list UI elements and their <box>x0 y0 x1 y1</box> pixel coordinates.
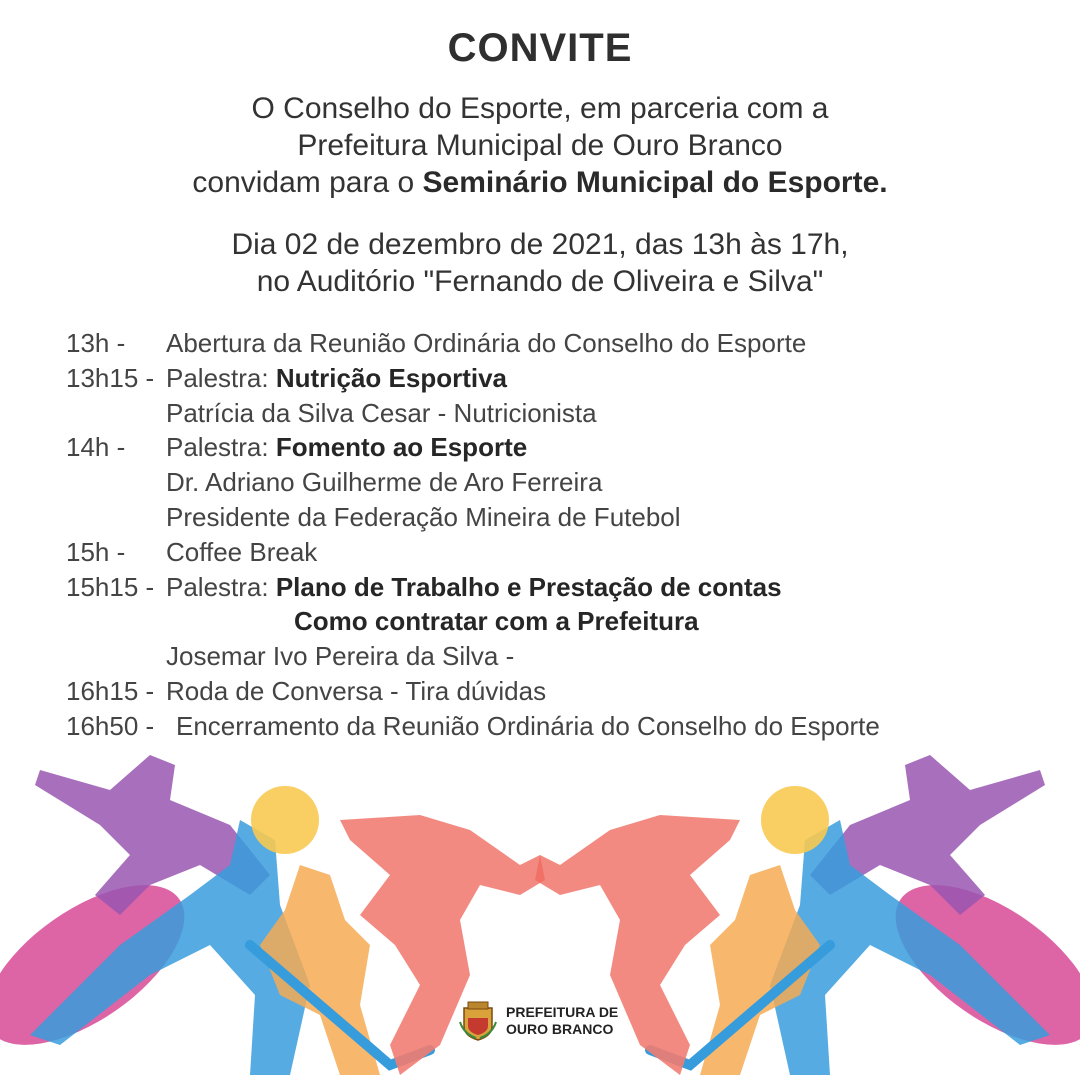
intro-line-2: Prefeitura Municipal de Ouro Branco <box>297 129 783 162</box>
agenda-item <box>66 570 1056 605</box>
agenda-text: Roda de Conversa - Tira dúvidas <box>166 675 547 706</box>
agenda-text: Coffee Break <box>166 536 318 567</box>
agenda-time: 15h - <box>66 536 126 567</box>
agenda-text: Abertura da Reunião Ordinária do Conselho do Esporte <box>166 328 807 358</box>
logo-line-1: PREFEITURA DE <box>506 1004 619 1020</box>
agenda-item <box>66 430 1056 465</box>
event-venue: no Auditório "Fernando de Oliveira e Silva" <box>256 265 824 298</box>
logo-line-2: OURO BRANCO <box>506 1021 614 1037</box>
agenda-text: Encerramento da Reunião Ordinária do Conselho do Esporte <box>176 710 880 741</box>
event-details <box>0 226 1080 300</box>
intro-line-1: O Conselho do Esporte, em parceria com a <box>251 92 829 125</box>
page-title: CONVITE <box>447 26 633 70</box>
agenda-speaker: Patrícia da Silva Cesar - Nutricionista <box>166 397 597 428</box>
agenda-item <box>66 361 1056 396</box>
agenda-time: 14h - <box>66 432 126 463</box>
agenda-prefix: Palestra: <box>166 571 276 602</box>
coat-of-arms-icon <box>458 1000 498 1042</box>
agenda-time: 16h50 - <box>66 710 155 741</box>
agenda-speaker: Josemar Ivo Pereira da Silva - <box>166 641 515 672</box>
agenda-item <box>66 465 1056 500</box>
agenda-item <box>66 500 1056 535</box>
agenda-talk-title: Nutrição Esportiva <box>275 362 507 393</box>
agenda-time: 16h15 - <box>66 675 155 706</box>
agenda-text <box>166 430 527 465</box>
agenda-item <box>66 709 1056 744</box>
agenda-time: 13h15 - <box>66 362 155 393</box>
logo-text <box>506 1004 618 1038</box>
agenda-prefix: Palestra: <box>166 432 276 463</box>
agenda-item <box>66 604 1056 639</box>
agenda-list <box>66 326 1056 744</box>
intro-text <box>0 90 1080 201</box>
city-logo <box>458 1000 638 1044</box>
agenda-speaker: Dr. Adriano Guilherme de Aro Ferreira <box>166 467 603 498</box>
intro-line-3-prefix: convidam para o <box>192 166 423 199</box>
event-date: Dia 02 de dezembro de 2021, das 13h às 17h, <box>231 228 849 261</box>
agenda-speaker-role: Presidente da Federação Mineira de Futebol <box>166 501 681 532</box>
agenda-text <box>166 570 782 605</box>
agenda-prefix: Palestra: <box>166 362 276 393</box>
agenda-item <box>66 639 1056 674</box>
seminar-name: Seminário Municipal do Esporte. <box>422 166 888 199</box>
agenda-item <box>66 326 1056 361</box>
ball-shape <box>251 786 319 854</box>
agenda-talk-title: Plano de Trabalho e Prestação de contas <box>275 571 782 602</box>
intro-line-3 <box>0 164 1080 201</box>
agenda-item <box>66 674 1056 709</box>
agenda-item <box>66 396 1056 431</box>
agenda-talk-title: Fomento ao Esporte <box>275 432 528 463</box>
agenda-text <box>166 361 507 396</box>
agenda-talk-subtitle: Como contratar com a Prefeitura <box>294 606 699 637</box>
agenda-item <box>66 535 1056 570</box>
agenda-time: 15h15 - <box>66 571 155 602</box>
agenda-time: 13h - <box>66 328 126 358</box>
